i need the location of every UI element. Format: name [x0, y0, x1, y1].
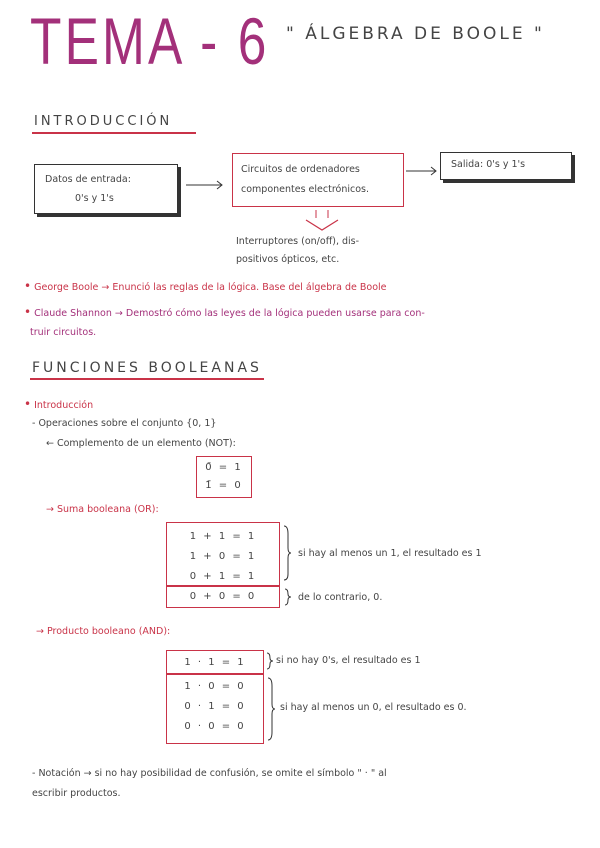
or-eq-3: 0 + 1 = 1	[189, 571, 257, 582]
and-eq-3: 0 · 1 = 0	[184, 701, 246, 712]
bullet-shannon-arrow: →	[114, 308, 123, 319]
bullet-shannon-text-2: truir circuitos.	[30, 327, 97, 338]
not-eq-1: 0̄ = 1	[205, 462, 243, 473]
brace-icon	[282, 524, 292, 582]
notacion-line-1: - Notación → si no hay posibilidad de confusión, se omite el símbolo " · " al	[32, 768, 387, 779]
not-eq-2: 1̄ = 0	[205, 480, 243, 491]
arrow-right-icon	[186, 180, 226, 190]
or-divider	[167, 585, 279, 587]
below-circuit-line-1: Interruptores (on/off), dis-	[236, 236, 360, 247]
and-divider	[167, 673, 263, 675]
circuit-line-2: componentes electrónicos.	[241, 184, 370, 195]
circuit-box	[232, 153, 404, 207]
and-box	[166, 650, 264, 744]
or-eq-4: 0 + 0 = 0	[189, 591, 257, 602]
chevron-down-icon	[302, 210, 342, 232]
bullet-boole-text: Enunció las reglas de la lógica. Base del álgebra de Boole	[112, 282, 387, 293]
or-eq-1: 1 + 1 = 1	[189, 531, 257, 542]
input-box	[34, 164, 178, 214]
brace-icon	[284, 588, 292, 606]
page-subtitle: " ÁLGEBRA DE BOOLE "	[286, 24, 545, 44]
bullet-dot: •	[24, 397, 32, 411]
funciones-underline	[30, 378, 264, 380]
or-note-1: si hay al menos un 1, el resultado es 1	[298, 548, 482, 559]
bullet-shannon-text: Demostró cómo las leyes de la lógica pueden usarse para con-	[125, 308, 425, 319]
bullet-boole	[24, 279, 387, 293]
complemento-label: ← Complemento de un elemento (NOT):	[46, 438, 236, 449]
output-text: Salida: 0's y 1's	[451, 159, 526, 170]
operaciones-line: - Operaciones sobre el conjunto {0, 1}	[32, 418, 217, 429]
item-intro	[24, 397, 93, 411]
circuit-line-1: Circuitos de ordenadores	[241, 164, 360, 175]
intro-underline	[32, 132, 196, 134]
below-circuit-line-2: positivos ópticos, etc.	[236, 254, 340, 265]
not-box	[196, 456, 252, 498]
and-note-1: si no hay 0's, el resultado es 1	[276, 655, 421, 666]
funciones-heading: FUNCIONES BOOLEANAS	[32, 360, 262, 376]
suma-label: → Suma booleana (OR):	[46, 504, 159, 515]
brace-icon	[266, 676, 276, 742]
and-eq-4: 0 · 0 = 0	[184, 721, 246, 732]
item-intro-text: Introducción	[34, 400, 94, 411]
and-eq-1: 1 · 1 = 1	[184, 657, 246, 668]
bullet-shannon	[24, 305, 425, 319]
input-line-2: 0's y 1's	[75, 193, 114, 204]
bullet-dot: •	[24, 305, 32, 319]
or-box	[166, 522, 280, 608]
bullet-dot: •	[24, 279, 32, 293]
producto-label: → Producto booleano (AND):	[36, 626, 171, 637]
intro-heading: INTRODUCCIÓN	[34, 114, 173, 129]
bullet-shannon-name: Claude Shannon	[34, 308, 112, 319]
and-eq-2: 1 · 0 = 0	[184, 681, 246, 692]
output-box	[440, 152, 572, 180]
and-note-2: si hay al menos un 0, el resultado es 0.	[280, 702, 467, 713]
or-note-2: de lo contrario, 0.	[298, 592, 383, 603]
notacion-line-2: escribir productos.	[32, 788, 121, 799]
page-title: TEMA - 6	[30, 4, 270, 78]
bullet-boole-name: George Boole	[34, 282, 99, 293]
arrow-right-icon	[406, 166, 440, 176]
bullet-boole-arrow: →	[101, 282, 110, 293]
input-line-1: Datos de entrada:	[45, 174, 131, 185]
or-eq-2: 1 + 0 = 1	[189, 551, 257, 562]
brace-icon	[266, 652, 274, 670]
